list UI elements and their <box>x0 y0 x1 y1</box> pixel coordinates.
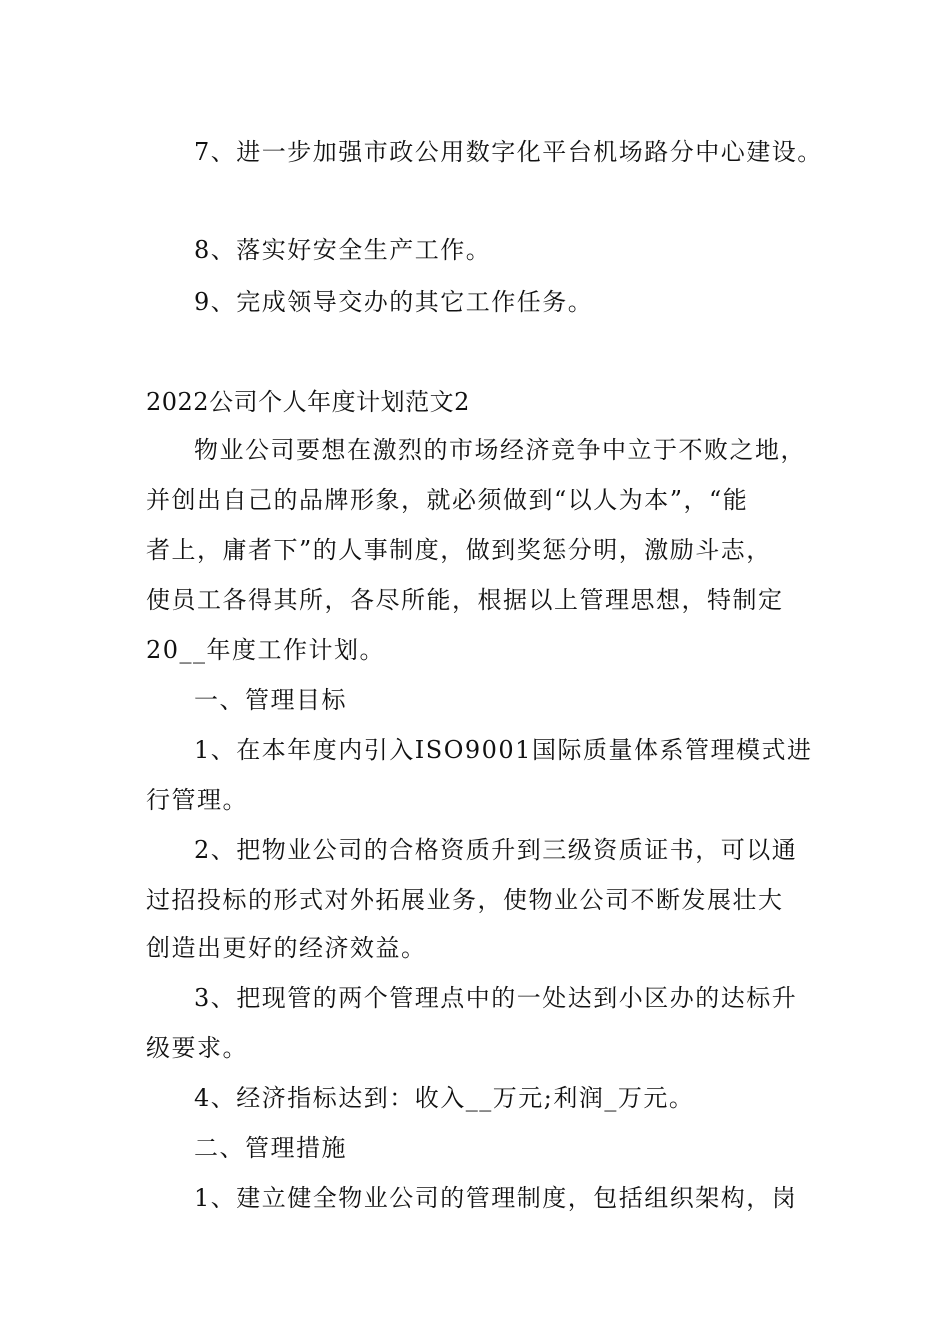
list-item-7: 7、进一步加强市政公用数字化平台机场路分中心建设。 <box>194 138 823 166</box>
goal-2-line-2: 过招投标的形式对外拓展业务，使物业公司不断发展壮大 <box>146 886 784 914</box>
goal-2-line-1: 2、把物业公司的合格资质升到三级资质证书，可以通 <box>194 836 798 864</box>
intro-line-2: 并创出自己的品牌形象，就必须做到“以人为本”，“能 <box>146 486 749 514</box>
heading-management-goals: 一、管理目标 <box>194 686 347 714</box>
measure-1-line-1: 1、建立健全物业公司的管理制度，包括组织架构，岗 <box>194 1184 798 1212</box>
goal-3-line-2: 级要求。 <box>146 1034 248 1062</box>
goal-1-line-2: 行管理。 <box>146 786 248 814</box>
goal-3-line-1: 3、把现管的两个管理点中的一处达到小区办的达标升 <box>194 984 798 1012</box>
goal-1-line-1: 1、在本年度内引入ISO9001国际质量体系管理模式进 <box>194 736 813 764</box>
intro-line-1: 物业公司要想在激烈的市场经济竞争中立于不败之地， <box>194 436 806 464</box>
goal-4: 4、经济指标达到：收入__万元;利润_万元。 <box>194 1084 695 1112</box>
list-item-8: 8、落实好安全生产工作。 <box>194 236 492 264</box>
heading-management-measures: 二、管理措施 <box>194 1134 347 1162</box>
goal-2-line-3: 创造出更好的经济效益。 <box>146 934 427 962</box>
intro-line-3: 者上，庸者下”的人事制度，做到奖惩分明，激励斗志， <box>146 536 772 564</box>
intro-line-4: 使员工各得其所，各尽所能，根据以上管理思想，特制定 <box>146 586 784 614</box>
list-item-9: 9、完成领导交办的其它工作任务。 <box>194 288 594 316</box>
intro-line-5: 20__年度工作计划。 <box>146 636 386 664</box>
section-title: 2022公司个人年度计划范文2 <box>146 388 470 416</box>
